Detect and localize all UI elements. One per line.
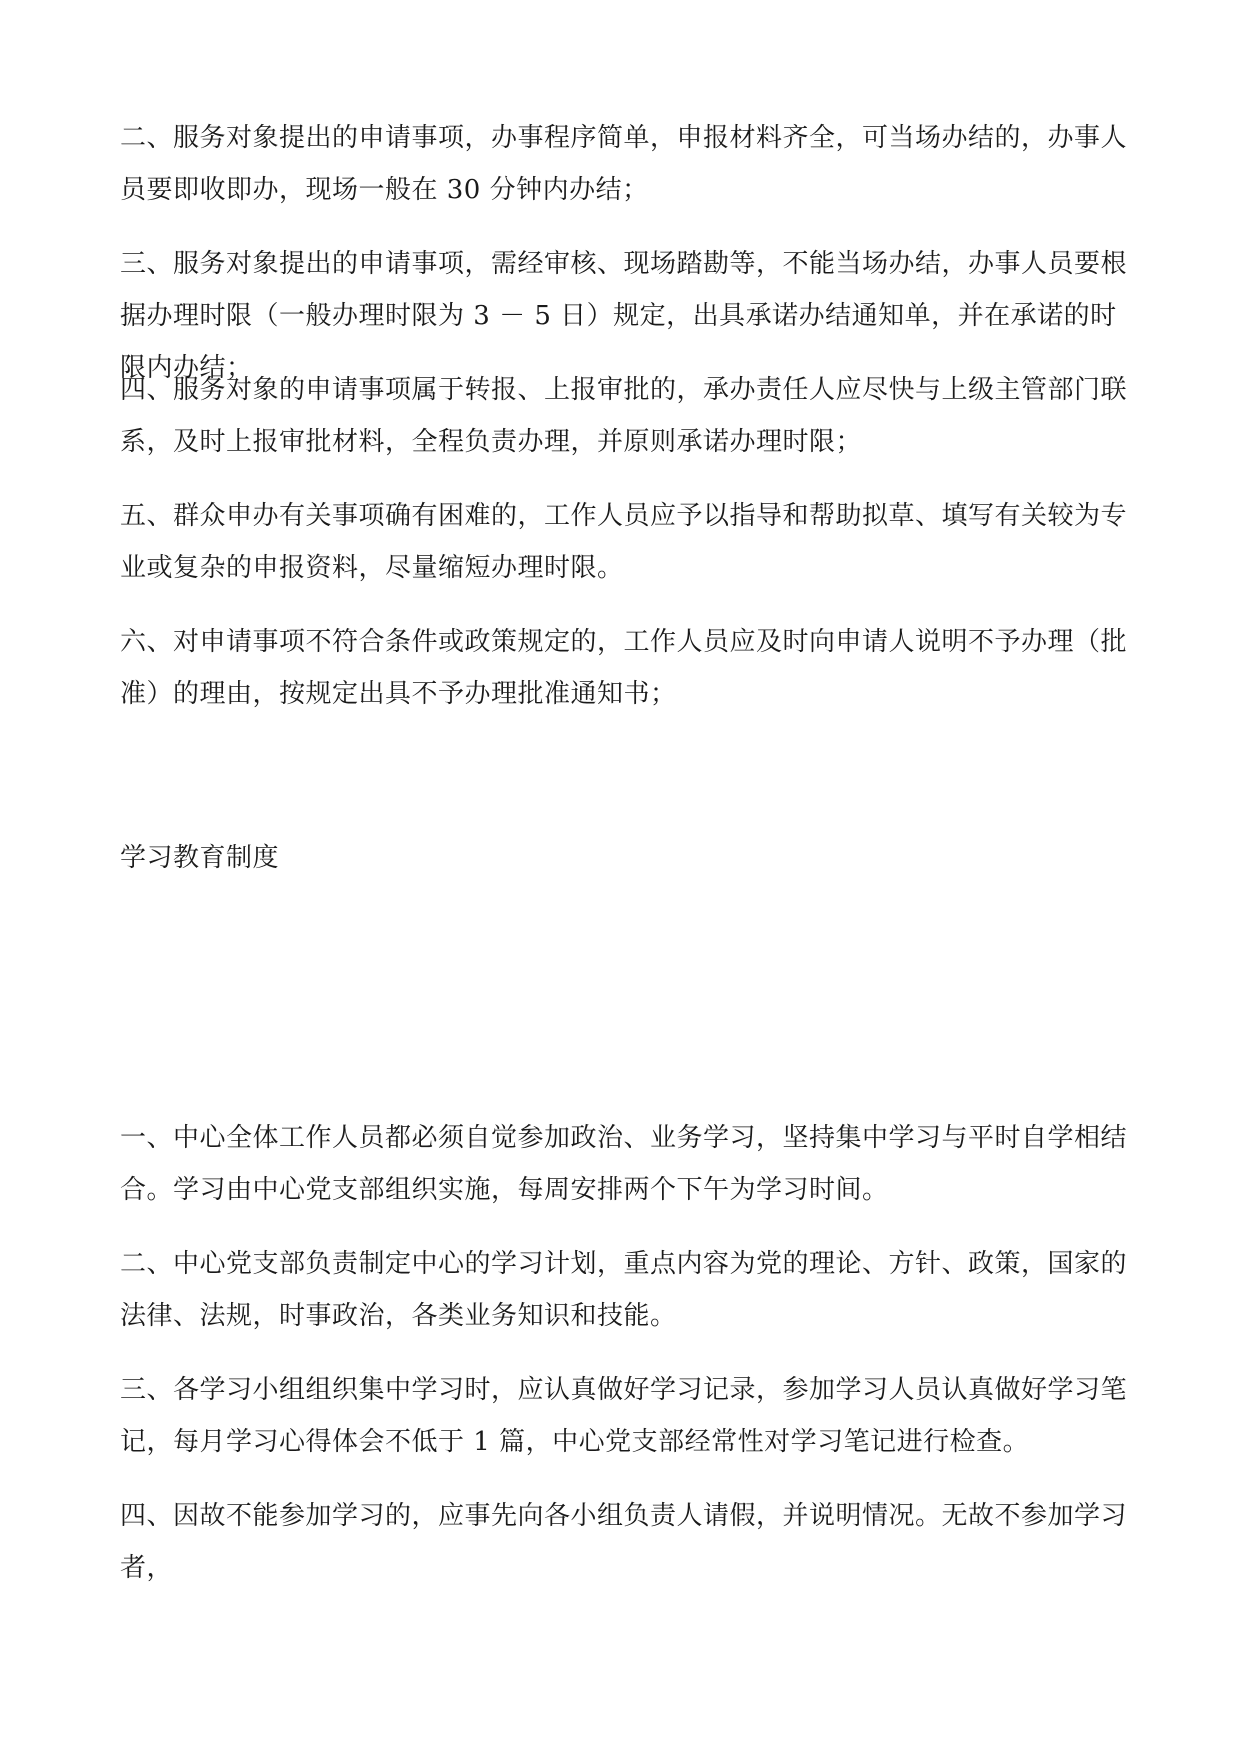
paragraph-study-3: 三、各学习小组组织集中学习时，应认真做好学习记录，参加学习人员认真做好学习笔记，每月学习心得体会不低于 1 篇，中心党支部经常性对学习笔记进行检查。 [120, 1375, 1128, 1457]
paragraph-service-5: 五、群众申办有关事项确有困难的，工作人员应予以指导和帮助拟草、填写有关较为专业或复杂的申报资料，尽量缩短办理时限。 [120, 501, 1128, 583]
paragraph-service-6: 六、对申请事项不符合条件或政策规定的，工作人员应及时向申请人说明不予办理（批准）的理由，按规定出具不予办理批准通知书； [120, 627, 1128, 709]
paragraph-service-3: 三、服务对象提出的申请事项，需经审核、现场踏勘等，不能当场办结，办事人员要根据办理时限（一般办理时限为 3 － 5 日）规定，出具承诺办结通知单，并在承诺的时限内办结； [120, 249, 1128, 383]
paragraph-study-1: 一、中心全体工作人员都必须自觉参加政治、业务学习，坚持集中学习与平时自学相结合。学习由中心党支部组织实施，每周安排两个下午为学习时间。 [120, 1123, 1128, 1205]
paragraph-service-2: 二、服务对象提出的申请事项，办事程序简单，申报材料齐全，可当场办结的，办事人员要即收即办，现场一般在 30 分钟内办结； [120, 123, 1128, 205]
paragraph-study-2: 二、中心党支部负责制定中心的学习计划，重点内容为党的理论、方针、政策，国家的法律、法规，时事政治，各类业务知识和技能。 [120, 1249, 1128, 1331]
paragraph-service-4: 四、服务对象的申请事项属于转报、上报审批的，承办责任人应尽快与上级主管部门联系，及时上报审批材料，全程负责办理，并原则承诺办理时限； [120, 375, 1128, 457]
paragraph-study-4: 四、因故不能参加学习的，应事先向各小组负责人请假，并说明情况。无故不参加学习者， [120, 1501, 1128, 1583]
section-title-study: 学习教育制度 [120, 843, 280, 873]
